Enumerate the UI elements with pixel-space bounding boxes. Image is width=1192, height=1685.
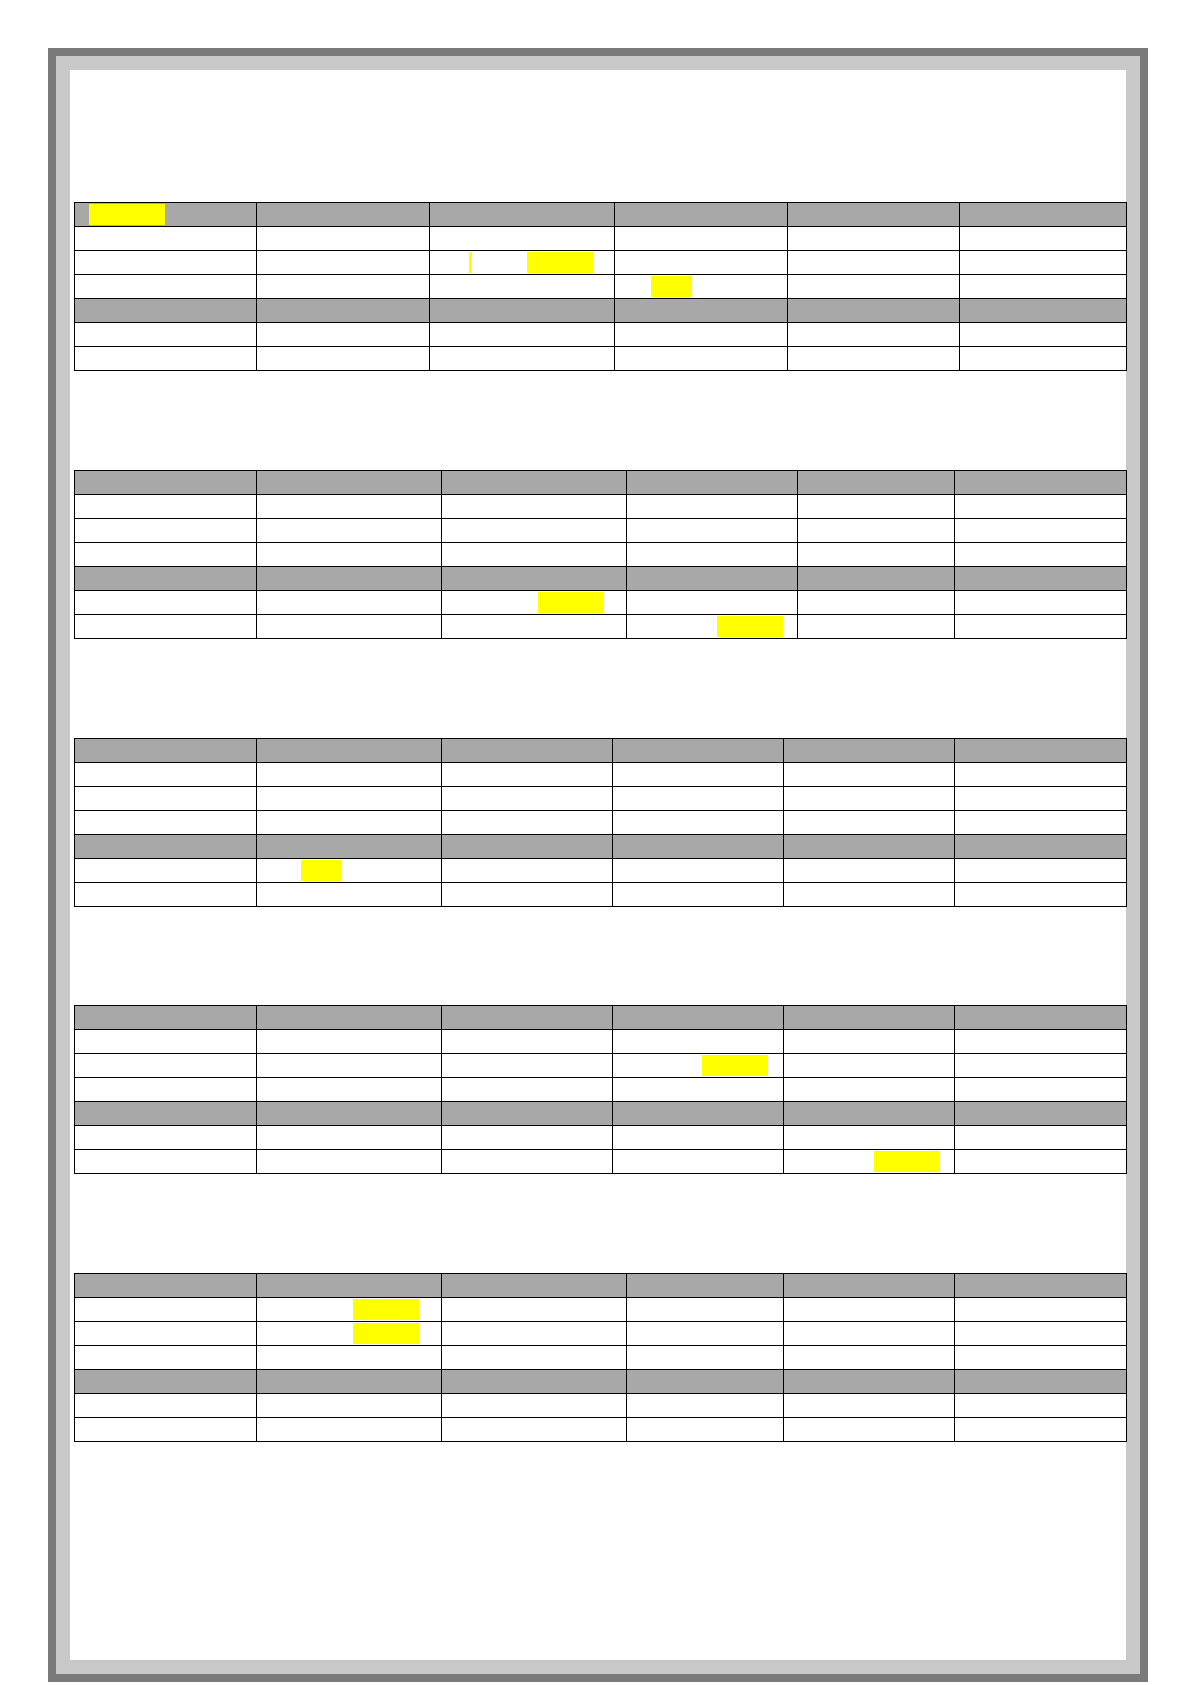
table-cell	[955, 615, 1127, 639]
table-cell	[442, 471, 627, 495]
table-cell	[784, 1006, 955, 1030]
table-cell	[784, 1150, 955, 1174]
table-cell	[442, 591, 627, 615]
table-cell	[784, 1054, 955, 1078]
table-cell	[960, 275, 1127, 299]
table-cell	[784, 859, 955, 883]
table-cell	[784, 1126, 955, 1150]
highlight-mark	[874, 1151, 940, 1172]
table-cell	[442, 1274, 627, 1298]
table-cell	[257, 739, 442, 763]
table-cell	[613, 883, 784, 907]
table-cell	[955, 591, 1127, 615]
table-cell	[955, 739, 1127, 763]
table-cell	[784, 1102, 955, 1126]
table-cell	[430, 323, 615, 347]
table-row	[75, 347, 1127, 371]
table-cell	[960, 323, 1127, 347]
table-cell	[75, 1126, 257, 1150]
table-header-row	[75, 1370, 1127, 1394]
highlight-mark	[89, 204, 165, 225]
table-cell	[788, 323, 960, 347]
table-cell	[955, 543, 1127, 567]
table-cell	[75, 883, 257, 907]
table-cell	[75, 811, 257, 835]
table-cell	[798, 519, 955, 543]
table-row	[75, 323, 1127, 347]
table-cell	[784, 1394, 955, 1418]
table-cell	[627, 591, 798, 615]
table-cell	[615, 227, 788, 251]
table-cell	[627, 1370, 784, 1394]
table-cell	[955, 1322, 1127, 1346]
table-cell	[788, 347, 960, 371]
table-cell	[784, 835, 955, 859]
table-cell	[788, 203, 960, 227]
table-cell	[75, 1006, 257, 1030]
table-cell	[257, 203, 430, 227]
table-cell	[960, 299, 1127, 323]
table-cell	[75, 615, 257, 639]
table-header-row	[75, 1006, 1127, 1030]
table-cell	[955, 883, 1127, 907]
table-cell	[798, 495, 955, 519]
table-cell	[613, 739, 784, 763]
table-cell	[784, 787, 955, 811]
table-cell	[430, 227, 615, 251]
table-row	[75, 1322, 1127, 1346]
table-cell	[613, 787, 784, 811]
highlight-mark	[469, 252, 472, 273]
table-cell	[615, 323, 788, 347]
table-cell	[798, 471, 955, 495]
table-row	[75, 763, 1127, 787]
table-cell	[257, 299, 430, 323]
table-cell	[75, 1346, 257, 1370]
table-cell	[613, 835, 784, 859]
table-cell	[615, 299, 788, 323]
table-cell	[955, 1006, 1127, 1030]
table-cell	[784, 1370, 955, 1394]
table-row	[75, 1346, 1127, 1370]
table-header-row	[75, 1102, 1127, 1126]
table-row	[75, 251, 1127, 275]
table-cell	[784, 1322, 955, 1346]
table-cell	[75, 1322, 257, 1346]
table-5	[74, 1273, 1127, 1442]
table-cell	[784, 1418, 955, 1442]
table-cell	[257, 1274, 442, 1298]
table-cell	[442, 519, 627, 543]
table-cell	[955, 763, 1127, 787]
table-row	[75, 227, 1127, 251]
table-cell	[627, 567, 798, 591]
table-cell	[442, 1370, 627, 1394]
table-header-row	[75, 1274, 1127, 1298]
table-cell	[257, 1322, 442, 1346]
table-cell	[75, 251, 257, 275]
table-cell	[955, 859, 1127, 883]
table-cell	[613, 1126, 784, 1150]
table-cell	[257, 591, 442, 615]
table-cell	[442, 1078, 613, 1102]
table-cell	[257, 787, 442, 811]
table-header-row	[75, 739, 1127, 763]
highlight-mark	[353, 1299, 419, 1320]
table-cell	[627, 1418, 784, 1442]
table-cell	[627, 1274, 784, 1298]
table-cell	[627, 471, 798, 495]
table-cell	[798, 567, 955, 591]
table-cell	[627, 1346, 784, 1370]
table-cell	[257, 227, 430, 251]
table-cell	[257, 883, 442, 907]
highlight-mark	[651, 276, 692, 297]
table-cell	[75, 1102, 257, 1126]
table-cell	[75, 835, 257, 859]
table-cell	[955, 1418, 1127, 1442]
table-header-row	[75, 203, 1127, 227]
table-cell	[75, 739, 257, 763]
table-1	[74, 202, 1127, 371]
table-cell	[788, 251, 960, 275]
table-cell	[75, 1078, 257, 1102]
table-2	[74, 470, 1127, 639]
table-cell	[442, 543, 627, 567]
table-cell	[257, 859, 442, 883]
highlight-mark	[717, 616, 783, 637]
table-cell	[784, 883, 955, 907]
table-cell	[784, 1298, 955, 1322]
table-cell	[442, 883, 613, 907]
table-cell	[257, 471, 442, 495]
table-cell	[960, 203, 1127, 227]
table-cell	[257, 1030, 442, 1054]
table-cell	[75, 859, 257, 883]
table-cell	[442, 739, 613, 763]
table-cell	[613, 1078, 784, 1102]
table-cell	[442, 1394, 627, 1418]
table-cell	[257, 1346, 442, 1370]
table-cell	[442, 1126, 613, 1150]
highlight-mark	[527, 252, 593, 273]
table-cell	[257, 1054, 442, 1078]
table-cell	[442, 495, 627, 519]
table-cell	[442, 615, 627, 639]
table-cell	[613, 859, 784, 883]
table-cell	[75, 495, 257, 519]
table-cell	[613, 811, 784, 835]
table-cell	[615, 275, 788, 299]
table-cell	[257, 1418, 442, 1442]
table-cell	[955, 1274, 1127, 1298]
table-cell	[613, 1006, 784, 1030]
table-cell	[955, 1298, 1127, 1322]
table-cell	[955, 1394, 1127, 1418]
table-row	[75, 1394, 1127, 1418]
table-cell	[75, 1418, 257, 1442]
table-cell	[442, 811, 613, 835]
table-header-row	[75, 567, 1127, 591]
table-cell	[257, 1126, 442, 1150]
table-cell	[75, 203, 257, 227]
table-row	[75, 787, 1127, 811]
table-row	[75, 495, 1127, 519]
table-cell	[615, 347, 788, 371]
table-cell	[784, 763, 955, 787]
table-cell	[257, 835, 442, 859]
table-cell	[955, 787, 1127, 811]
table-cell	[613, 1030, 784, 1054]
table-row	[75, 615, 1127, 639]
table-cell	[257, 811, 442, 835]
table-cell	[788, 227, 960, 251]
table-cell	[955, 1102, 1127, 1126]
table-header-row	[75, 835, 1127, 859]
table-cell	[613, 1102, 784, 1126]
table-cell	[788, 275, 960, 299]
table-cell	[442, 763, 613, 787]
table-cell	[955, 567, 1127, 591]
table-cell	[75, 1030, 257, 1054]
table-cell	[430, 251, 615, 275]
table-cell	[960, 347, 1127, 371]
table-cell	[257, 1078, 442, 1102]
table-cell	[257, 567, 442, 591]
table-cell	[627, 495, 798, 519]
table-cell	[430, 347, 615, 371]
table-cell	[442, 1054, 613, 1078]
table-cell	[784, 811, 955, 835]
table-header-row	[75, 471, 1127, 495]
table-cell	[257, 1150, 442, 1174]
table-cell	[627, 1322, 784, 1346]
table-cell	[613, 763, 784, 787]
table-cell	[784, 1030, 955, 1054]
table-cell	[75, 519, 257, 543]
table-row	[75, 883, 1127, 907]
table-cell	[75, 591, 257, 615]
table-cell	[798, 615, 955, 639]
table-cell	[75, 1274, 257, 1298]
table-cell	[257, 1298, 442, 1322]
table-cell	[627, 519, 798, 543]
table-cell	[798, 591, 955, 615]
table-cell	[798, 543, 955, 567]
table-cell	[442, 787, 613, 811]
table-cell	[784, 739, 955, 763]
table-row	[75, 859, 1127, 883]
table-cell	[615, 251, 788, 275]
table-cell	[430, 299, 615, 323]
highlight-mark	[353, 1323, 419, 1344]
table-cell	[257, 519, 442, 543]
table-cell	[257, 347, 430, 371]
table-cell	[257, 275, 430, 299]
table-cell	[442, 1346, 627, 1370]
table-row	[75, 811, 1127, 835]
table-cell	[257, 615, 442, 639]
table-cell	[627, 615, 798, 639]
table-3	[74, 738, 1127, 907]
table-cell	[257, 1394, 442, 1418]
table-row	[75, 1030, 1127, 1054]
table-cell	[955, 1126, 1127, 1150]
table-cell	[955, 471, 1127, 495]
table-cell	[955, 1346, 1127, 1370]
table-cell	[955, 811, 1127, 835]
table-cell	[442, 1150, 613, 1174]
table-cell	[75, 323, 257, 347]
highlight-mark	[301, 860, 342, 881]
table-cell	[75, 567, 257, 591]
table-cell	[442, 835, 613, 859]
table-cell	[75, 787, 257, 811]
table-cell	[75, 227, 257, 251]
table-cell	[75, 1054, 257, 1078]
table-cell	[75, 763, 257, 787]
table-cell	[613, 1054, 784, 1078]
table-cell	[257, 1370, 442, 1394]
table-cell	[613, 1150, 784, 1174]
table-cell	[960, 251, 1127, 275]
table-cell	[75, 543, 257, 567]
table-cell	[955, 1030, 1127, 1054]
table-cell	[615, 203, 788, 227]
table-cell	[442, 1322, 627, 1346]
table-cell	[955, 1370, 1127, 1394]
table-cell	[75, 1394, 257, 1418]
table-cell	[257, 1006, 442, 1030]
table-row	[75, 1150, 1127, 1174]
table-cell	[784, 1346, 955, 1370]
table-cell	[442, 1298, 627, 1322]
table-cell	[257, 543, 442, 567]
table-cell	[75, 1298, 257, 1322]
table-cell	[627, 1298, 784, 1322]
table-cell	[955, 1054, 1127, 1078]
table-row	[75, 1078, 1127, 1102]
table-row	[75, 543, 1127, 567]
table-row	[75, 519, 1127, 543]
table-cell	[955, 495, 1127, 519]
table-cell	[960, 227, 1127, 251]
table-row	[75, 275, 1127, 299]
table-header-row	[75, 299, 1127, 323]
table-row	[75, 1298, 1127, 1322]
table-cell	[257, 323, 430, 347]
table-cell	[955, 835, 1127, 859]
table-cell	[955, 519, 1127, 543]
table-cell	[442, 1030, 613, 1054]
table-cell	[627, 543, 798, 567]
table-cell	[442, 1006, 613, 1030]
table-cell	[430, 275, 615, 299]
table-cell	[75, 347, 257, 371]
table-cell	[442, 1102, 613, 1126]
table-cell	[75, 1370, 257, 1394]
table-row	[75, 591, 1127, 615]
table-cell	[257, 251, 430, 275]
table-cell	[257, 1102, 442, 1126]
table-cell	[788, 299, 960, 323]
table-cell	[75, 299, 257, 323]
table-row	[75, 1418, 1127, 1442]
table-cell	[257, 495, 442, 519]
table-cell	[75, 275, 257, 299]
table-cell	[627, 1394, 784, 1418]
table-cell	[75, 471, 257, 495]
highlight-mark	[702, 1055, 768, 1076]
table-cell	[784, 1274, 955, 1298]
table-cell	[257, 763, 442, 787]
table-row	[75, 1054, 1127, 1078]
table-cell	[784, 1078, 955, 1102]
table-cell	[955, 1150, 1127, 1174]
table-cell	[442, 859, 613, 883]
table-cell	[430, 203, 615, 227]
table-row	[75, 1126, 1127, 1150]
highlight-mark	[538, 592, 604, 613]
table-cell	[955, 1078, 1127, 1102]
table-cell	[442, 567, 627, 591]
table-4	[74, 1005, 1127, 1174]
table-cell	[442, 1418, 627, 1442]
table-cell	[75, 1150, 257, 1174]
